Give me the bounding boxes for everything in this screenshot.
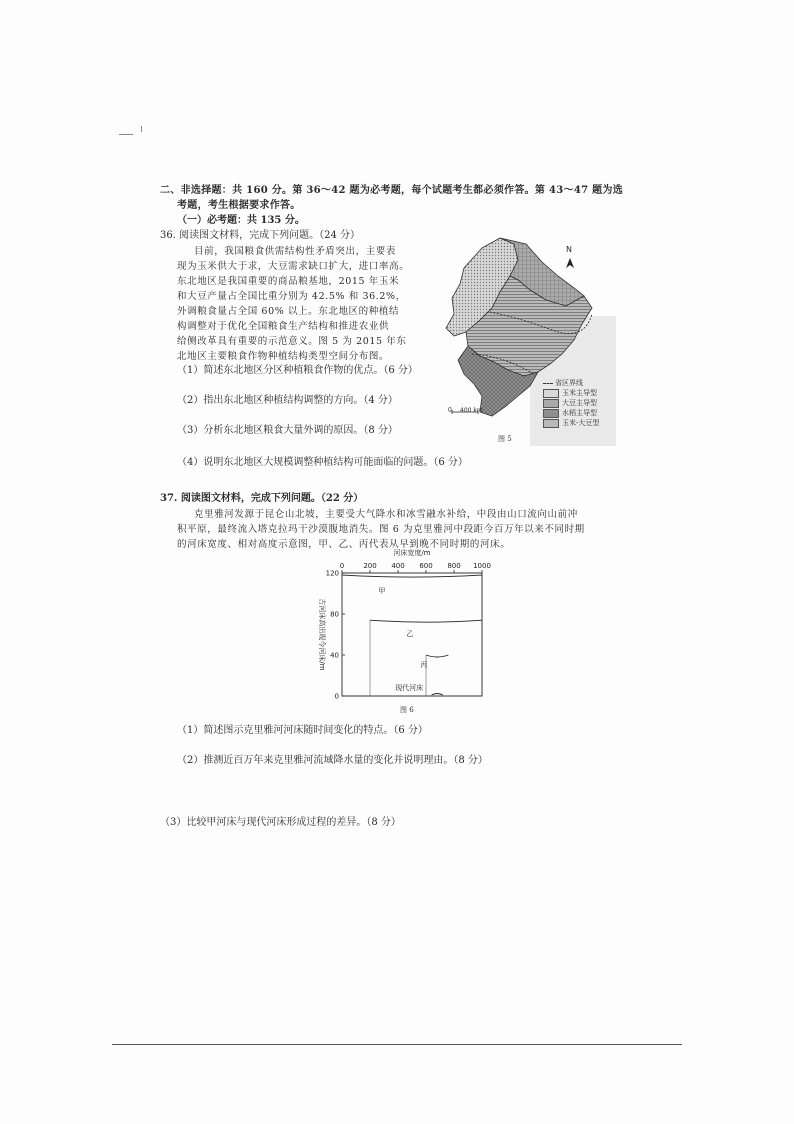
figure6-caption: 图 6 (400, 706, 414, 714)
section-heading: 二、非选择题：共 160 分。第 36～42 题为必考题，每个试题考生都必须作答。第 43～47 题为选 (160, 185, 624, 196)
q36-material-line1: 目前，我国粮食供需结构性矛盾突出，主要表 (194, 246, 397, 257)
river-bed-line (370, 620, 482, 622)
q36-material-line3: 东北地区是我国重要的商品粮基地，2015 年玉米 (177, 276, 400, 287)
scan-speck (119, 134, 133, 135)
q37-material-line3: 的河床宽度、相对高度示意图，甲、乙、丙代表从早到晚不同时期的河床。 (177, 539, 511, 550)
north-label: N (566, 245, 572, 254)
x-tick-label: 200 (363, 562, 377, 570)
y-tick-label: 120 (325, 569, 339, 578)
river-bed-line (432, 694, 443, 696)
q37-material-line1: 克里雅河发源于昆仑山北坡，主要受大气降水和冰雪融水补给，中段由山口流向山前冲 (194, 509, 578, 520)
q36-sub3: （3）分析东北地区粮食大量外调的原因。（8 分） (177, 425, 398, 436)
x-tick-label: 0 (339, 562, 345, 570)
q36-material-line6: 构调整对于优化全国粮食生产结构和推进农业供 (177, 321, 390, 332)
x-tick-label: 600 (419, 562, 433, 570)
q36-sub4: （4）说明东北地区大规模调整种植结构可能面临的问题。（6 分） (177, 457, 468, 468)
legend-swatch (543, 409, 559, 418)
q37-stem: 37. 阅读图文材料，完成下列问题。（22 分） (160, 493, 364, 504)
q36-stem: 36. 阅读图文材料，完成下列问题。（24 分） (160, 230, 360, 241)
q36-material-line8: 北地区主要粮食作物种植结构类型空间分布图。 (177, 351, 390, 362)
page-bottom-rule (112, 1044, 682, 1045)
y-tick-label: 40 (330, 651, 339, 660)
q37-sub1: （1）简述图示克里雅河河床随时间变化的特点。（6 分） (177, 725, 428, 736)
legend-label: 省区界线 (555, 379, 583, 387)
legend-corn-soy (543, 419, 599, 428)
scale-label-zero: 0 (448, 407, 452, 414)
legend-label: 玉米主导型 (562, 389, 597, 397)
q36-material-line5: 外调粮食量占全国 60% 以上。东北地区的种植结 (177, 306, 400, 317)
y-axis-label: 古河床高出现今河床/m (318, 598, 326, 671)
legend-soybean (543, 399, 597, 408)
legend-swatch (543, 389, 559, 398)
legend-label: 玉米-大豆型 (562, 419, 600, 427)
legend-dash-icon (543, 383, 553, 384)
series-label: 丙 (420, 661, 428, 669)
legend-corn (543, 389, 597, 398)
river-bed-line (426, 655, 448, 657)
q37-sub3: （3）比较甲河床与现代河床形成过程的差异。（8 分） (160, 817, 401, 828)
section-heading-cont: 考题，考生根据要求作答。 (177, 200, 301, 211)
y-tick-label: 0 (334, 692, 339, 701)
legend-swatch (543, 399, 559, 408)
north-arrow-icon (566, 258, 574, 268)
series-label: 甲 (378, 587, 386, 596)
series-label: 乙 (406, 630, 414, 639)
series-label: 现代河床 (395, 684, 424, 692)
scan-speck (141, 126, 142, 132)
q36-material-line4: 和大豆产量占全国比重分别为 42.5% 和 36.2%， (177, 291, 406, 302)
q36-material-line7: 给侧改革具有重要的示范意义。图 5 为 2015 年东 (177, 336, 407, 347)
x-tick-label: 800 (447, 562, 461, 570)
q36-material-line2: 现为玉米供大于求，大豆需求缺口扩大，进口率高。 (177, 261, 410, 272)
q36-sub1: （1）简述东北地区分区种植粮食作物的优点。（6 分） (177, 365, 418, 376)
legend-label: 水稻主导型 (562, 409, 597, 417)
figure5-caption: 图 5 (498, 435, 512, 443)
legend-rice (543, 409, 597, 418)
legend-swatch (543, 419, 559, 428)
figure6-chart (312, 545, 512, 720)
x-tick-label: 1000 (473, 562, 491, 570)
subsection-heading: （一）必考题：共 135 分。 (177, 215, 305, 226)
y-tick-label: 80 (330, 610, 339, 619)
q37-sub2: （2）推测近百万年来克里雅河流域降水量的变化并说明理由。（8 分） (177, 755, 488, 766)
q36-sub2: （2）指出东北地区种植结构调整的方向。（4 分） (177, 395, 398, 406)
scale-label-distance: 400 km (460, 407, 483, 414)
legend-label: 大豆主导型 (562, 399, 597, 407)
x-axis-label: 河床宽度/m (393, 549, 431, 557)
legend-boundary (543, 379, 583, 388)
q37-material-line2: 积平原，最终流入塔克拉玛干沙漠腹地消失。图 6 为克里雅河中段距今百万年以来不同时期 (177, 524, 585, 535)
x-tick-label: 400 (391, 562, 405, 570)
river-bed-line (342, 575, 482, 577)
